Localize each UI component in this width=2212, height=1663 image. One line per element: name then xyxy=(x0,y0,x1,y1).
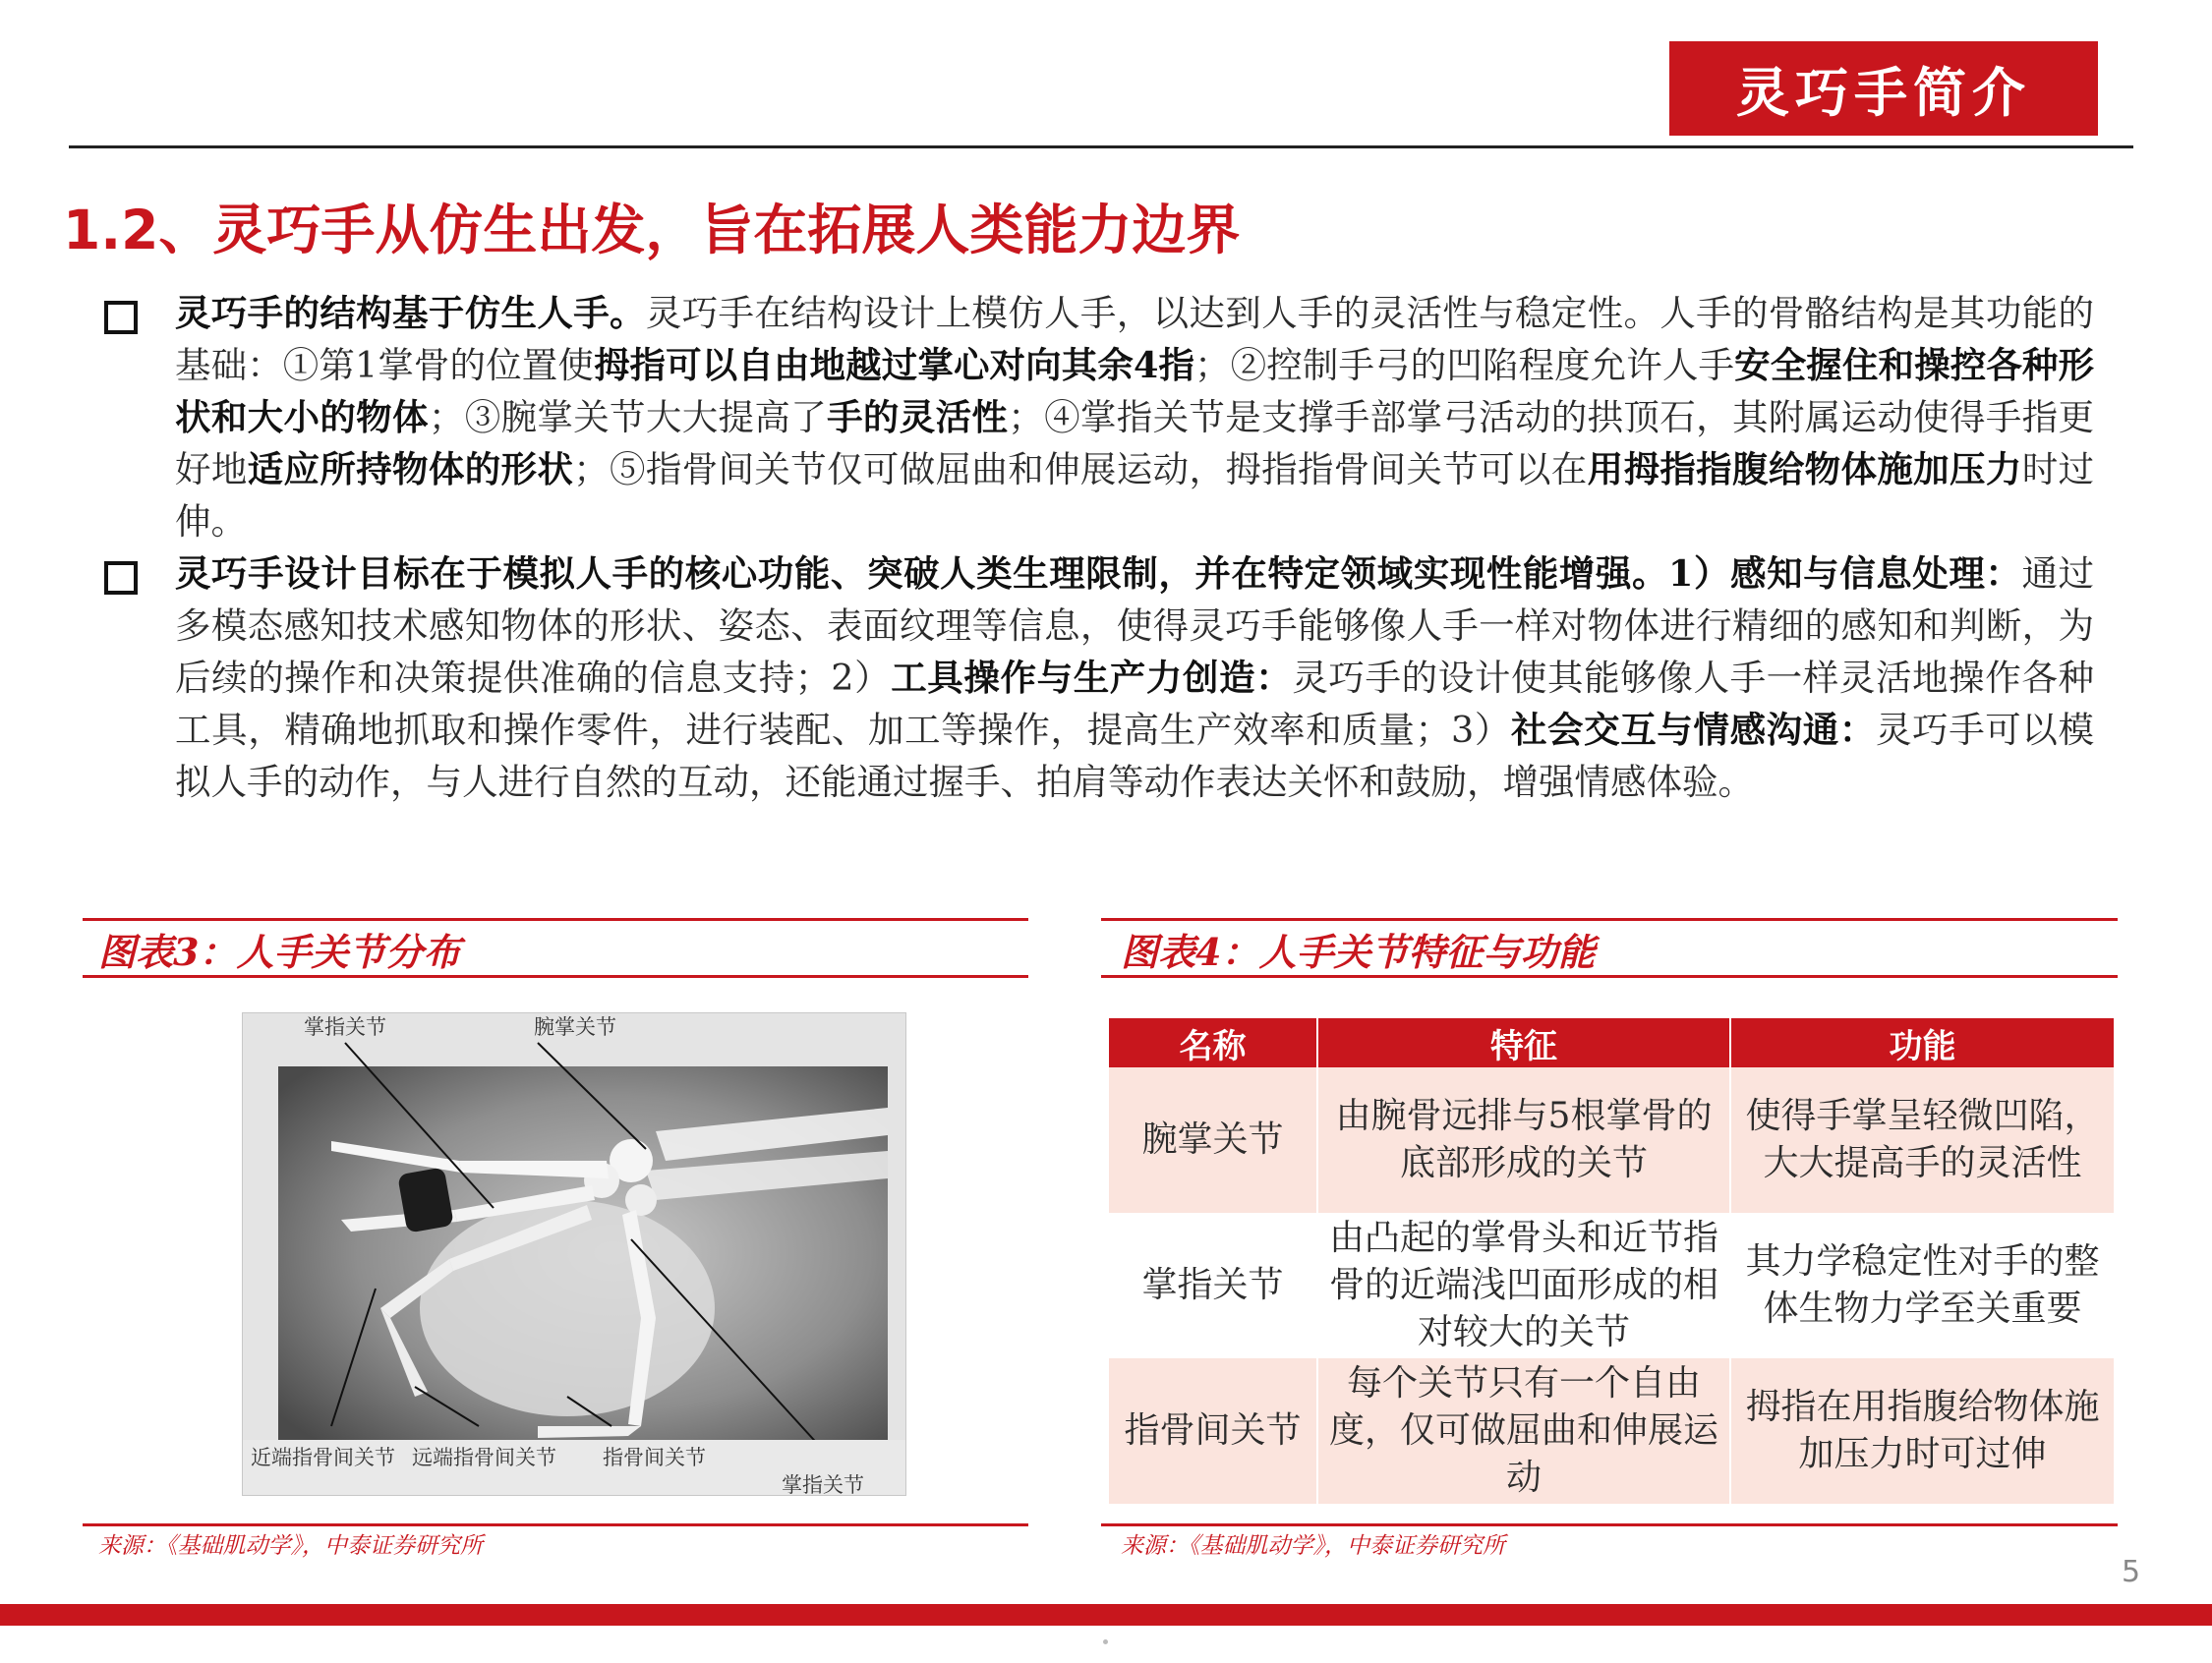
bullet-text xyxy=(175,552,2094,803)
joint-feature: 由凸起的掌骨头和近节指骨的近端浅凹面形成的相对较大的关节 xyxy=(1317,1213,1730,1358)
footer-bar xyxy=(0,1604,2212,1626)
table-row xyxy=(1109,1213,2114,1358)
figure4-source: 来源：《基础肌动学》，中泰证券研究所 xyxy=(1121,1533,1505,1559)
checkbox-bullet-icon xyxy=(104,301,138,334)
bullet-text-segment: 灵巧手的设计使其能够像人手一样灵活地操作各种工具，精确地抓取和操作零件，进行装配、加工等操作，提高生产效率和质量；3） xyxy=(175,657,2094,751)
bullet-text-segment: ；④掌指关节是支撑手部掌弓活动的拱顶石，其附属运动使得手指更好地 xyxy=(175,396,2095,490)
bullet-bold-segment: 安全握住和操控各种形状和大小的物体 xyxy=(175,344,2095,438)
bullet-bold-segment: 手的灵活性 xyxy=(827,396,1009,438)
label-mcp-bottom: 掌指关节 xyxy=(782,1473,864,1496)
figure3-source: 来源：《基础肌动学》，中泰证券研究所 xyxy=(98,1533,483,1559)
figure3-top-rule xyxy=(83,918,1028,921)
bullet-text-segment: ；⑤指骨间关节仅可做屈曲和伸展运动，拇指指骨间关节可以在 xyxy=(573,448,1588,490)
bullet-structure xyxy=(98,287,2094,547)
hand-xray-drawing xyxy=(243,1013,905,1495)
bullet-bold-segment: 用拇指指腹给物体施加压力 xyxy=(1587,448,2022,490)
joint-name: 指骨间关节 xyxy=(1109,1358,1317,1504)
bullet-text-segment: 灵巧手可以模拟人手的动作，与人进行自然的互动，还能通过握手、拍肩等动作表达关怀和鼓励，增强情感体验。 xyxy=(175,709,2095,803)
bullet-list xyxy=(98,287,2094,808)
bullet-bold-segment: 适应所持物体的形状 xyxy=(247,448,574,490)
header-divider xyxy=(69,145,2133,148)
figure4-title: 图表4：人手关节特征与功能 xyxy=(1121,930,1596,974)
bullet-bold-segment: 社会交互与情感沟通： xyxy=(1510,709,1876,751)
header-name: 名称 xyxy=(1109,1018,1317,1067)
table-header-row xyxy=(1109,1018,2114,1067)
bullet-design-goal xyxy=(98,547,2094,808)
bullet-text-segment: ；③腕掌关节大大提高了 xyxy=(428,396,828,438)
figure4-top-rule xyxy=(1101,918,2118,921)
bullet-text-segment: 通过多模态感知技术感知物体的形状、姿态、表面纹理等信息，使得灵巧手能够像人手一样对物体进行精细的感知和判断，为后续的操作和决策提供准确的信息支持；2） xyxy=(175,552,2095,699)
joint-name: 腕掌关节 xyxy=(1109,1067,1317,1213)
figure4-title-rule xyxy=(1101,975,2118,978)
label-pip: 近端指骨间关节 xyxy=(251,1446,395,1469)
bullet-bold-segment: 工具操作与生产力创造： xyxy=(891,657,1293,699)
bullet-bold-segment: 拇指可以自由地越过掌心对向其余4指 xyxy=(593,344,1195,386)
label-dip: 远端指骨间关节 xyxy=(412,1446,556,1469)
bullet-text-segment: 时过伸。 xyxy=(175,448,2095,543)
figure4-bottom-rule xyxy=(1101,1523,2118,1526)
joint-features-table xyxy=(1109,1018,2114,1504)
bullet-text xyxy=(175,292,2094,543)
joint-function: 使得手掌呈轻微凹陷，大大提高手的灵活性 xyxy=(1730,1067,2114,1213)
table-row xyxy=(1109,1067,2114,1213)
table-row xyxy=(1109,1358,2114,1504)
figure3-title-rule xyxy=(83,975,1028,978)
joint-function: 拇指在用指腹给物体施加压力时可过伸 xyxy=(1730,1358,2114,1504)
bullet-bold-segment: 灵巧手的结构基于仿生人手。 xyxy=(175,292,646,334)
label-mcp-top: 掌指关节 xyxy=(304,1015,386,1039)
joint-feature: 每个关节只有一个自由度，仅可做屈曲和伸展运动 xyxy=(1317,1358,1730,1504)
label-ip: 指骨间关节 xyxy=(603,1446,706,1469)
footer-dot xyxy=(1103,1639,1108,1644)
bullet-text-segment: ；②控制手弓的凹陷程度允许人手 xyxy=(1194,344,1735,386)
header-function: 功能 xyxy=(1730,1018,2114,1067)
bullet-bold-segment: 灵巧手设计目标在于模拟人手的核心功能、突破人类生理限制，并在特定领域实现性能增强。1）感知与信息处理： xyxy=(175,552,2022,595)
joint-function: 其力学稳定性对手的整体生物力学至关重要 xyxy=(1730,1213,2114,1358)
checkbox-bullet-icon xyxy=(104,561,138,595)
joint-name: 掌指关节 xyxy=(1109,1213,1317,1358)
section-tag: 灵巧手简介 xyxy=(1669,41,2098,136)
header-feature: 特征 xyxy=(1317,1018,1730,1067)
page-number: 5 xyxy=(2122,1555,2141,1589)
hand-xray-image xyxy=(242,1012,906,1496)
page-title: 1.2、灵巧手从仿生出发，旨在拓展人类能力边界 xyxy=(63,199,1241,261)
figure3-title: 图表3：人手关节分布 xyxy=(98,930,461,974)
bullet-text-segment: 灵巧手在结构设计上模仿人手，以达到人手的灵活性与稳定性。人手的骨骼结构是其功能的基础：①第1掌骨的位置使 xyxy=(175,292,2094,386)
figure3-bottom-rule xyxy=(83,1523,1028,1526)
joint-feature: 由腕骨远排与5根掌骨的底部形成的关节 xyxy=(1317,1067,1730,1213)
label-cmc: 腕掌关节 xyxy=(534,1015,616,1039)
